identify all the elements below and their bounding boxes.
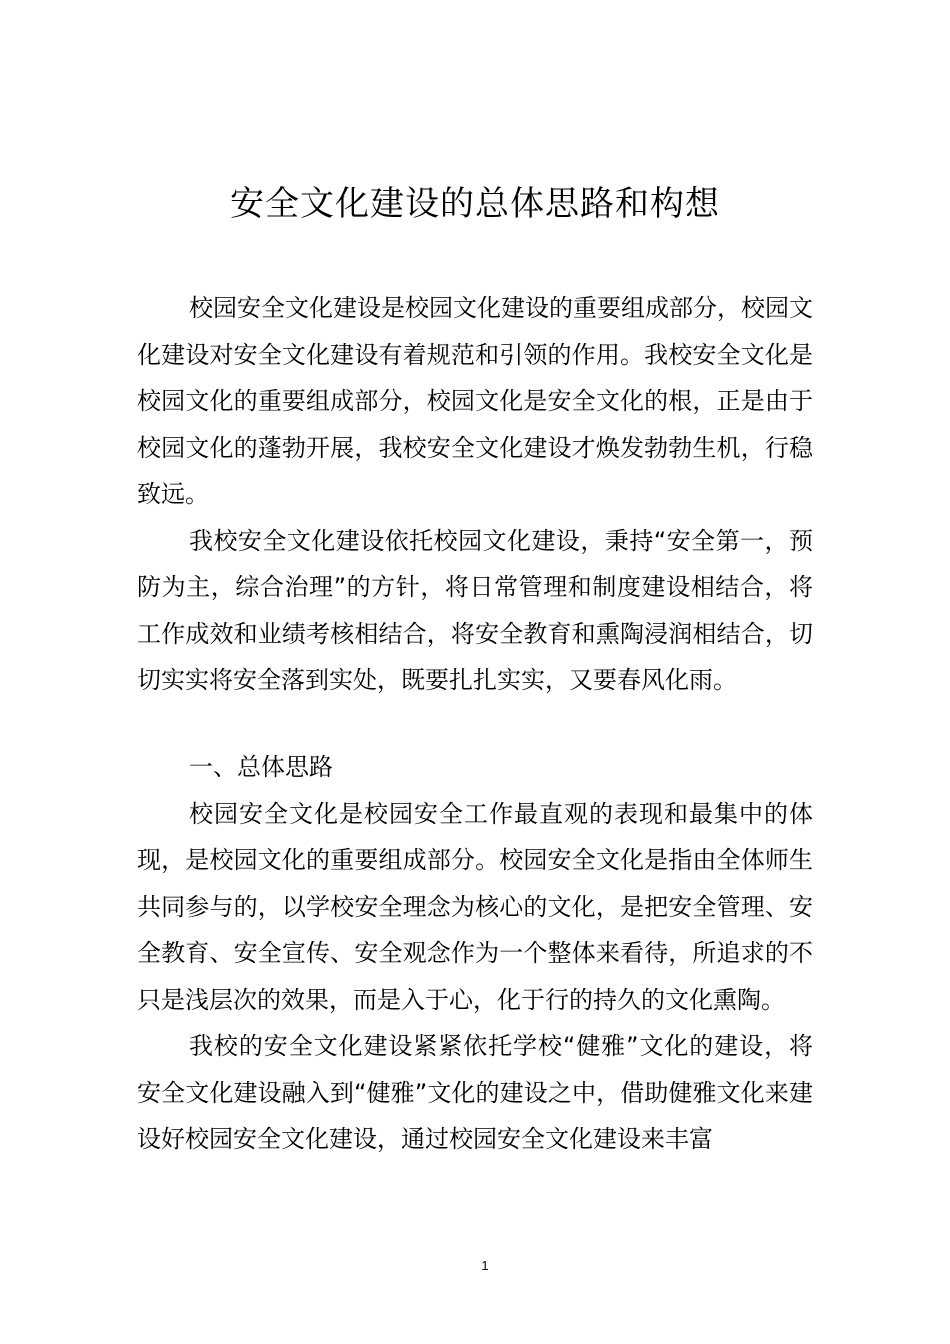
section-paragraph-2: 我校的安全文化建设紧紧依托学校“健雅”文化的建设，将安全文化建设融入到“健雅”文化的建设之中，借助健雅文化来建设好校园安全文化建设，通过校园安全文化建设来丰富 bbox=[137, 1032, 813, 1153]
document-title: 安全文化建设的总体思路和构想 bbox=[230, 184, 720, 224]
section-paragraph-1: 校园安全文化是校园安全工作最直观的表现和最集中的体现，是校园文化的重要组成部分。校园安全文化是指由全体师生共同参与的，以学校安全理念为核心的文化，是把安全管理、安全教育、安全宣传、安全观念作为一个整体来看待，所追求的不只是浅层次的效果，而是入于心，化于行的持久的文化熏陶。 bbox=[137, 799, 813, 1014]
intro-section bbox=[137, 285, 813, 704]
intro-paragraph-1: 校园安全文化建设是校园文化建设的重要组成部分，校园文化建设对安全文化建设有着规范和引领的作用。我校安全文化是校园文化的重要组成部分，校园文化是安全文化的根，正是由于校园文化的蓬勃开展，我校安全文化建设才焕发勃勃生机，行稳致远。 bbox=[137, 294, 813, 508]
page-number: 1 bbox=[481, 1258, 489, 1273]
overall-approach-section bbox=[137, 744, 813, 1163]
intro-paragraph-2: 我校安全文化建设依托校园文化建设，秉持“安全第一，预防为主，综合治理”的方针，将日常管理和制度建设相结合，将工作成效和业绩考核相结合，将安全教育和熏陶浸润相结合，切切实实将安全落到实处，既要扎扎实实，又要春风化雨。 bbox=[137, 526, 813, 694]
section-heading: 一、总体思路 bbox=[189, 753, 333, 781]
